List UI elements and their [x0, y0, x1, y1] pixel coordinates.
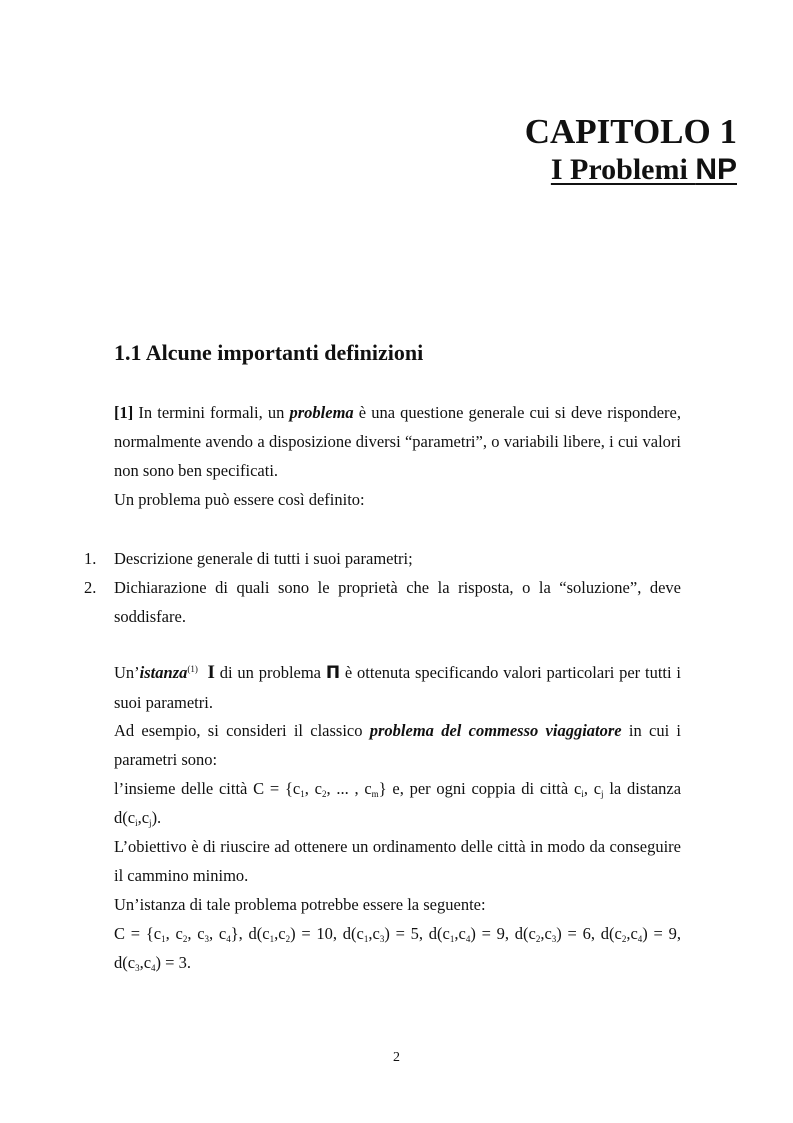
reference-marker: [1]: [114, 403, 134, 422]
paragraph-instance-intro: Un’istanza di tale problema potrebbe essere la seguente:: [114, 895, 486, 914]
paragraph-instance-values: $C = \{c_1$, $c_2$, $c_3$, $c_4$}, $d(c_1,c_2) = 10$, $d(c_1,c_3) = 5$, $d(c_1,c_4) = 9$, $d(c_2,c_3) = 6$, $d(c_2,c_4) = 9$, $d(c_3,c_4) = 3$.: [114, 924, 681, 973]
symbol-instance-I: I: [207, 662, 215, 683]
paragraph-objective: L’obiettivo è di riuscire ad ottenere un ordinamento delle città in modo da conseguire il cammino minimo.: [114, 837, 681, 885]
page-number: 2: [393, 1050, 400, 1065]
term-istanza: istanza: [139, 663, 188, 682]
chapter-title: [551, 152, 737, 188]
definition-list: [84, 544, 681, 631]
chapter-header: [525, 112, 737, 188]
chapter-title-text: I Problemi: [550, 153, 696, 186]
paragraph-istanza: Un’istanza$^{(1)}$ I di un problema Π è ottenuta specificando valori particolari per tutti i suoi parametri.: [114, 662, 681, 712]
list-item: [84, 573, 681, 631]
paragraph-city-set: l’insieme delle città $C = \{c_1$, $c_2$, ... , $c_m$} e, per ogni coppia di città $c_i$, $c_j$ la distanza $d(c_i,c_j)$.: [114, 779, 682, 828]
symbol-pi: Π: [325, 663, 341, 683]
list-item-number: 1.: [84, 549, 97, 568]
list-item-text: Descrizione generale di tutti i suoi parametri;: [114, 549, 413, 568]
term-commesso-viaggiatore: problema del commesso viaggiatore: [369, 721, 622, 740]
chapter-title-np: NP: [695, 153, 737, 186]
term-problema: problema: [289, 403, 354, 422]
chapter-number: CAPITOLO 1: [524, 112, 737, 151]
list-item-number: 2.: [84, 578, 97, 597]
paragraph-definition: [1] In termini formali, un problema è una questione generale cui si deve rispondere, normalmente avendo a disposizione diversi “parametri”, o variabili libere, i cui valori non sono ben specificati.: [114, 403, 681, 480]
paragraph-example: Ad esempio, si consideri il classico problema del commesso viaggiatore in cui i parametri sono:: [114, 721, 681, 769]
list-item: [84, 544, 681, 573]
list-item-text: Dichiarazione di quali sono le proprietà che la risposta, o la “soluzione”, deve soddisfare.: [114, 578, 681, 626]
section-heading: 1.1 Alcune importanti definizioni: [114, 340, 424, 365]
footnote-marker: (1): [187, 664, 198, 674]
paragraph-intro-list: Un problema può essere così definito:: [114, 490, 365, 509]
